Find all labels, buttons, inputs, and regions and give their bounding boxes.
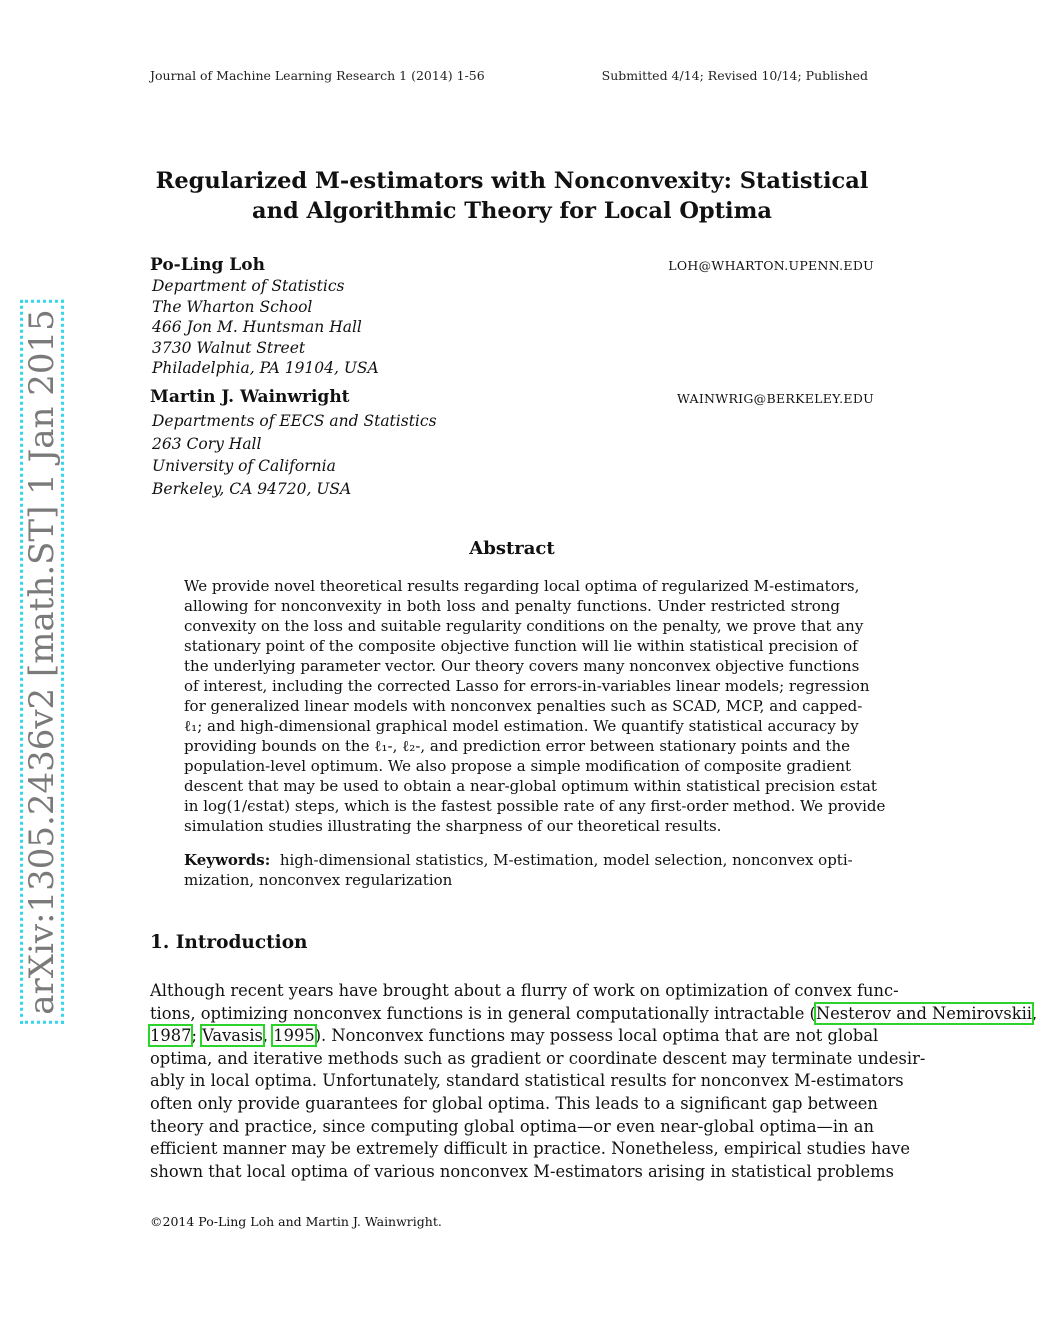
abstract-line: simulation studies illustrating the sharpness of our theoretical results. [184,817,722,835]
section-heading-introduction: 1. Introduction [150,932,308,953]
abstract-line: in log(1/ϵstat) steps, which is the fastest possible rate of any first-order method. We provide [184,797,886,815]
citation-link-nesterov[interactable]: Nesterov and Nemirovskii [815,1003,1032,1023]
abstract-line: descent that may be used to obtain a near-global optimum within statistical precision ϵstat [184,777,877,795]
intro-line [150,1025,879,1048]
intro-text: , [262,1026,274,1046]
intro-line: efficient manner may be extremely difficult in practice. Nonetheless, empirical studies have [150,1139,910,1159]
intro-line: optima, and iterative methods such as gradient or coordinate descent may terminate undesir- [150,1048,926,1068]
author-2-affiliation [152,410,437,501]
abstract-line: of interest, including the corrected Lasso for errors-in-variables linear models; regression [184,677,870,695]
abstract-heading: Abstract [469,538,555,559]
copyright-notice: ©2014 Po-Ling Loh and Martin J. Wainwright. [150,1214,442,1229]
abstract-line: stationary point of the composite objective function will lie within statistical precision of [184,637,858,655]
affiliation-line: Department of Statistics [152,277,345,295]
keywords-block [184,850,853,890]
affiliation-line: The Wharton School [152,297,313,316]
running-head-submitted: Submitted 4/14; Revised 10/14; Published [601,68,868,83]
affiliation-line: 3730 Walnut Street [152,338,306,357]
affiliation-line: Philadelphia, PA 19104, USA [152,359,379,377]
abstract-line: the underlying parameter vector. Our theory covers many nonconvex objective functions [184,657,860,675]
intro-line: theory and practice, since computing global optima—or even near-global optima—in an [150,1116,874,1136]
keywords-line-1 [184,850,853,870]
keywords-label: Keywords: [184,851,271,869]
intro-line: often only provide guarantees for global optima. This leads to a significant gap between [150,1093,878,1113]
citation-link-1995[interactable]: 1995 [273,1026,315,1046]
abstract-line: population-level optimum. We also propose a simple modification of composite gradient [184,757,852,775]
title-line-2: and Algorithmic Theory for Local Optima [252,198,772,224]
author-1-affiliation [152,276,379,379]
abstract-line: providing bounds on the ℓ₁-, ℓ₂-, and prediction error between stationary points and the [184,737,851,755]
intro-text: , [1032,1003,1037,1023]
intro-text: tions, optimizing nonconvex functions is in general computationally intractable ( [150,1003,816,1023]
abstract-line: We provide novel theoretical results regarding local optima of regularized M-estimators, [184,577,860,595]
running-head-journal: Journal of Machine Learning Research 1 (2014) 1-56 [150,68,485,83]
intro-text: ; [191,1026,203,1046]
intro-line: shown that local optima of various nonconvex M-estimators arising in statistical problems [150,1161,894,1181]
abstract-body [184,576,886,836]
arxiv-stamp[interactable]: arXiv:1305.2436v2 [math.ST] 1 Jan 2015 [20,300,64,1024]
abstract-line: for generalized linear models with nonconvex penalties such as SCAD, MCP, and capped- [184,697,863,715]
introduction-body [150,980,1037,1183]
keywords-text: high-dimensional statistics, M-estimation, model selection, nonconvex opti- [279,851,853,869]
affiliation-line: Berkeley, CA 94720, USA [152,480,352,499]
paper-title [120,166,904,226]
keywords-line-2: mization, nonconvex regularization [184,871,453,889]
intro-line: Although recent years have brought about a flurry of work on optimization of convex func- [150,981,899,1000]
intro-text: ). Nonconvex functions may possess local optima that are not global [314,1026,879,1046]
author-1-name: Po-Ling Loh [150,255,265,275]
affiliation-line: 466 Jon M. Huntsman Hall [152,318,362,336]
abstract-line: convexity on the loss and suitable regularity conditions on the penalty, we prove that any [184,617,864,635]
affiliation-line: 263 Cory Hall [152,434,262,453]
abstract-line: allowing for nonconvexity in both loss and penalty functions. Under restricted strong [184,597,840,615]
abstract-line: ℓ₁; and high-dimensional graphical model estimation. We quantify statistical accuracy by [184,717,859,735]
intro-line [150,1003,1037,1026]
citation-link-vavasis[interactable]: Vavasis [202,1026,263,1046]
title-line-1: Regularized M-estimators with Nonconvexity: Statistical [155,168,869,194]
affiliation-line: Departments of EECS and Statistics [152,412,437,430]
author-2-name: Martin J. Wainwright [150,387,350,407]
author-1-email[interactable]: LOH@WHARTON.UPENN.EDU [668,258,874,273]
affiliation-line: University of California [152,457,336,476]
intro-line: ably in local optima. Unfortunately, standard statistical results for nonconvex M-estimators [150,1071,904,1091]
citation-link-1987[interactable]: 1987 [150,1026,192,1046]
author-2-email[interactable]: WAINWRIG@BERKELEY.EDU [676,391,874,406]
